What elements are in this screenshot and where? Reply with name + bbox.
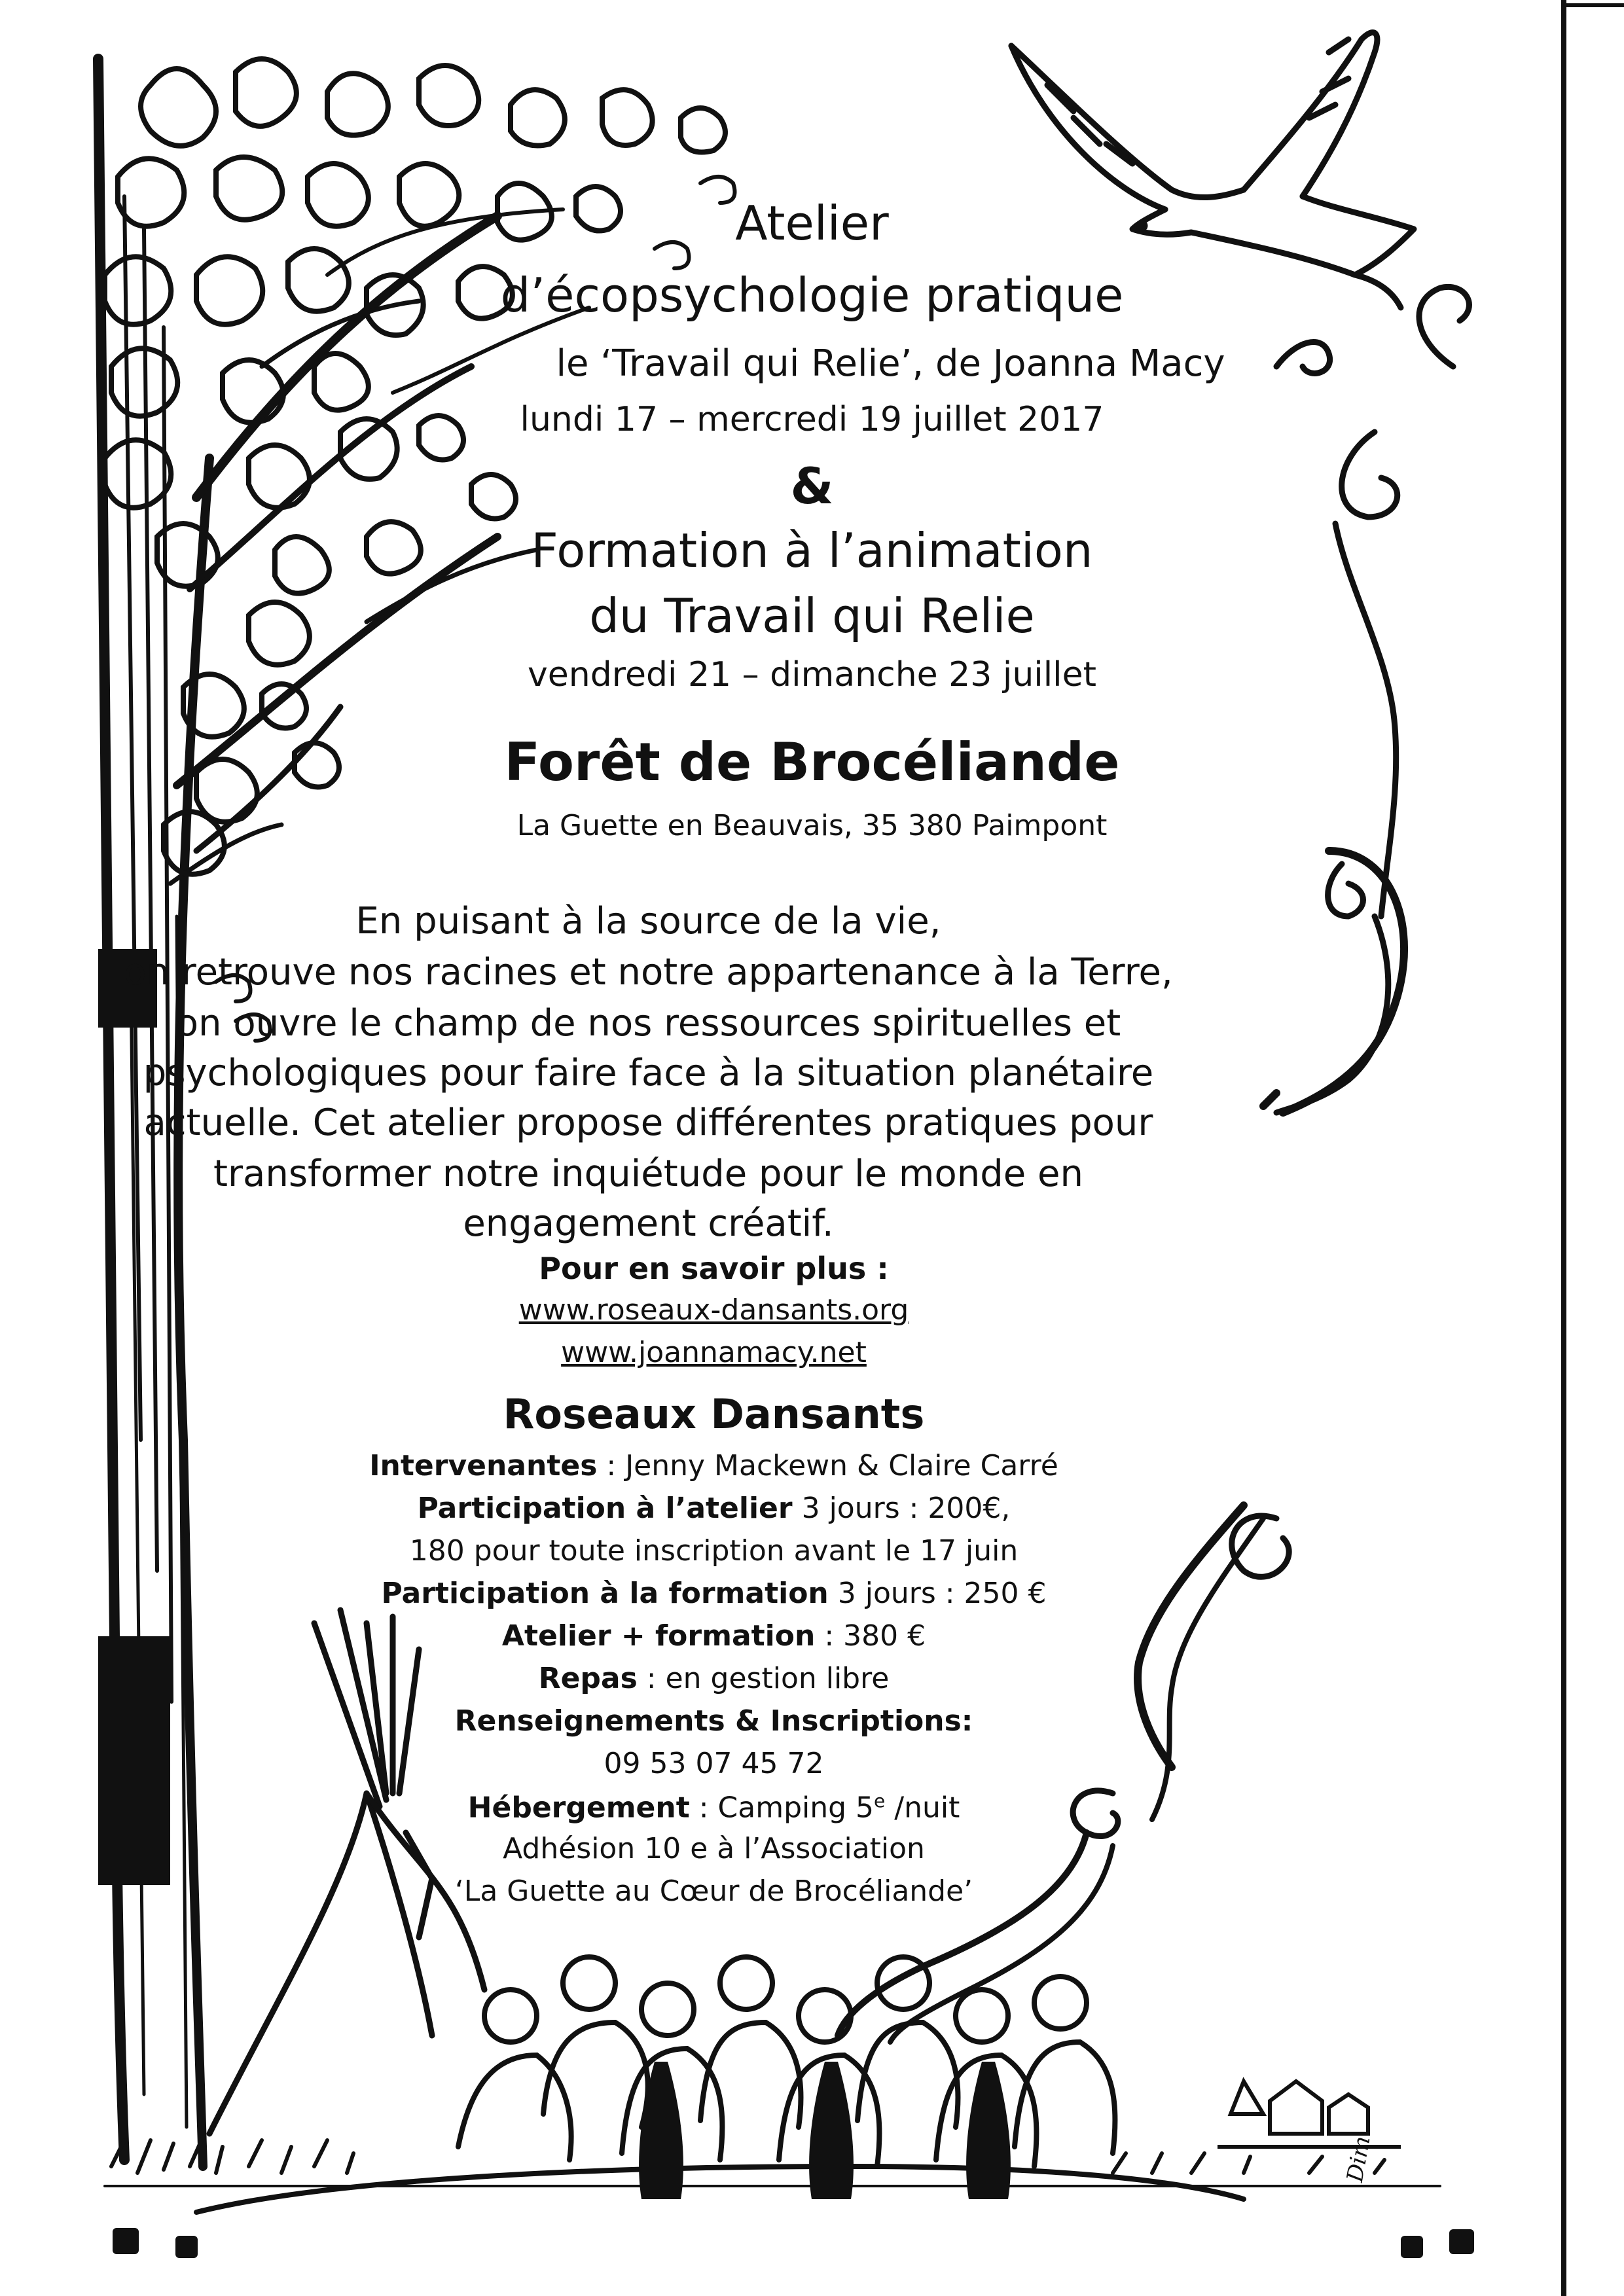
formation-dates: vendredi 21 – dimanche 23 juillet — [528, 655, 1096, 694]
hebergement-value: : Camping 5 — [689, 1791, 875, 1825]
repas-label: Repas — [538, 1662, 638, 1695]
repas-value: : en gestion libre — [637, 1662, 890, 1695]
formation-price-line — [0, 1579, 1526, 1608]
scan-mark — [1401, 2236, 1423, 2258]
organizer-name: Roseaux Dansants — [503, 1390, 925, 1438]
scan-mark — [1449, 2229, 1474, 2254]
hebergement-unit: /nuit — [885, 1791, 960, 1825]
more-info-label: Pour en savoir plus : — [539, 1251, 889, 1286]
hebergement-line — [0, 1792, 1526, 1823]
description-line: transformer notre inquiétude pour le monde en — [213, 1153, 1083, 1195]
subtitle: le ‘Travail qui Relie’, de Joanna Macy — [556, 342, 1225, 385]
intervenantes-line — [0, 1449, 1526, 1482]
website-link-joannamacy[interactable]: www.joannamacy.net — [561, 1336, 867, 1369]
inscriptions-label: Renseignements & Inscriptions: — [454, 1704, 973, 1738]
description-line: on retrouve nos racines et notre appartenance à la Terre, — [124, 951, 1173, 994]
description-line: En puisant à la source de la vie, — [355, 900, 941, 942]
description-line: psychologiques pour faire face à la situation planétaire — [143, 1052, 1154, 1094]
combo-price-line — [0, 1619, 1526, 1653]
atelier-price-line — [0, 1494, 1526, 1523]
formation-title-line-2: du Travail qui Relie — [589, 588, 1035, 643]
title-line-2: d’écopsychologie pratique — [500, 268, 1124, 323]
repas-line — [0, 1664, 1526, 1693]
location-name: Forêt de Brocéliande — [504, 732, 1120, 793]
atelier-price-value: 3 jours : 200€, — [792, 1492, 1011, 1525]
atelier-price-label: Participation à l’atelier — [417, 1492, 793, 1525]
village-icon — [1218, 2081, 1401, 2147]
intervenantes-label: Intervenantes — [369, 1449, 598, 1482]
website-link-roseaux[interactable]: www.roseaux-dansants.org — [518, 1293, 909, 1327]
location-address: La Guette en Beauvais, 35 380 Paimpont — [516, 809, 1108, 842]
description-line: engagement créatif. — [463, 1202, 834, 1245]
formation-price-label: Participation à la formation — [381, 1577, 829, 1610]
title-line-1: Atelier — [735, 196, 889, 251]
scan-mark — [175, 2236, 198, 2258]
formation-price-value: 3 jours : 250 € — [828, 1577, 1047, 1610]
atelier-dates: lundi 17 – mercredi 19 juillet 2017 — [520, 400, 1104, 439]
adhesion-line: Adhésion 10 e à l’Association — [503, 1832, 925, 1865]
association-name: ‘La Guette au Cœur de Brocéliande’ — [454, 1874, 973, 1908]
formation-title-line-1: Formation à l’animation — [531, 523, 1093, 578]
atelier-early-price: 180 pour toute inscription avant le 17 juin — [409, 1534, 1019, 1568]
hebergement-sup: e — [874, 1790, 886, 1812]
people-circle-icon — [196, 1957, 1244, 2212]
combo-price-label: Atelier + formation — [501, 1619, 816, 1653]
scan-mark — [113, 2228, 139, 2254]
ampersand: & — [790, 457, 834, 515]
description-line: actuelle. Cet atelier propose différentes pratiques pour — [143, 1102, 1153, 1144]
signature: Dim — [1342, 2134, 1376, 2184]
hebergement-label: Hébergement — [467, 1791, 690, 1825]
description-line: on ouvre le champ de nos ressources spirituelles et — [175, 1002, 1121, 1045]
intervenantes-value: : Jenny Mackewn & Claire Carré — [597, 1449, 1058, 1482]
bird-icon — [1011, 33, 1414, 308]
ground-decoration — [105, 2137, 1440, 2186]
phone-number: 09 53 07 45 72 — [604, 1747, 824, 1780]
combo-price-value: : 380 € — [815, 1619, 926, 1653]
